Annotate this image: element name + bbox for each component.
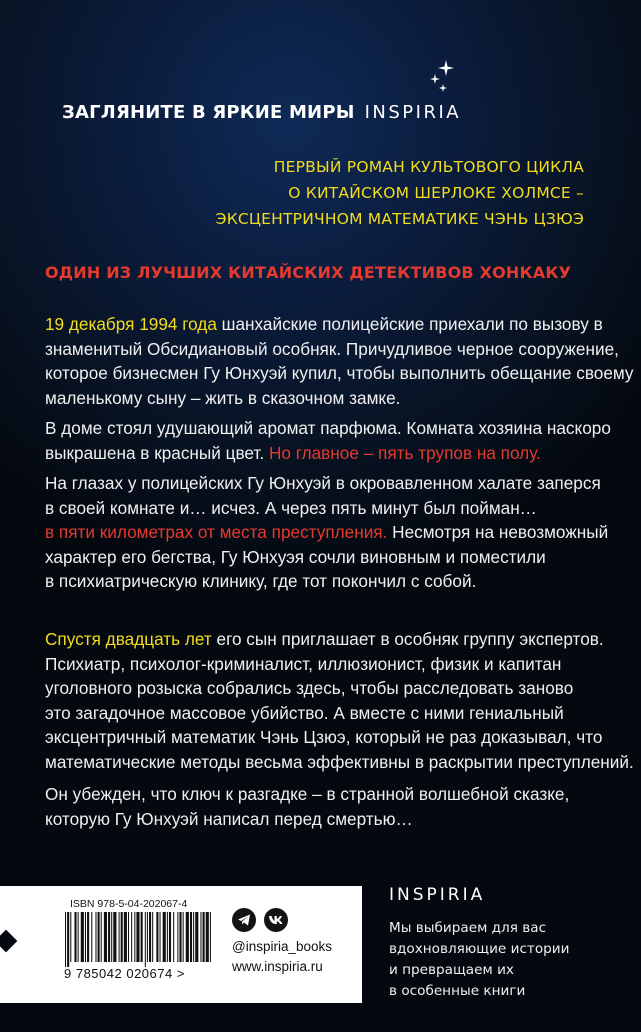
barcode-bar <box>200 912 201 962</box>
barcode-bar <box>78 912 79 962</box>
tagline-line: ПЕРВЫЙ РОМАН КУЛЬТОВОГО ЦИКЛА <box>273 158 584 176</box>
barcode-bar <box>145 912 146 967</box>
synopsis-paragraph-2 <box>45 416 615 465</box>
synopsis-paragraph-1 <box>45 312 634 410</box>
barcode-bar <box>65 912 66 967</box>
barcode-bar <box>186 912 189 962</box>
barcode-bar <box>179 912 181 962</box>
red-highlight: в пяти километрах от места преступления. <box>45 522 388 543</box>
slogan-line: Мы выбираем для вас <box>389 920 547 936</box>
text-line: На глазах у полицейских Гу Юнхуэй в окровавленном халате заперся <box>45 473 601 493</box>
barcode-bar <box>210 912 211 962</box>
slogan-line: в особенные книги <box>389 983 526 999</box>
imprint-slogan <box>389 918 619 1002</box>
barcode-bar <box>167 912 168 962</box>
barcode-bar <box>147 912 148 962</box>
barcode-bar <box>91 912 92 962</box>
barcode-bar <box>131 912 132 962</box>
barcode-bar <box>183 912 184 962</box>
tagline-line: ЭКСЦЕНТРИЧНОМ МАТЕМАТИКЕ ЧЭНЬ ЦЗЮЭ <box>215 210 584 228</box>
website-link[interactable]: www.inspiria.ru <box>232 959 323 974</box>
text-line: математические методы весьма эффективны в раскрытии преступлений. <box>45 751 634 772</box>
social-icons <box>232 908 288 932</box>
header-brand: INSPIRIA <box>364 102 462 123</box>
text-line: уголовного розыска собрались здесь, чтобы расследовать заново <box>45 678 574 699</box>
barcode-bar <box>149 912 151 962</box>
barcode-bar <box>104 912 107 962</box>
social-handle[interactable]: @inspiria_books <box>232 939 333 954</box>
red-highlight: Но главное – пять трупов на полу. <box>268 442 541 463</box>
date-highlight: 19 декабря 1994 года <box>45 314 217 334</box>
text-line: Психиатр, психолог-криминалист, иллюзионист, физик и капитан <box>45 653 562 674</box>
barcode-bar <box>124 912 127 962</box>
imprint-brand: INSPIRIA <box>389 885 486 905</box>
text-line: шанхайские полицейские приехали по вызову в <box>216 314 603 334</box>
barcode-bar <box>190 912 192 962</box>
telegram-icon[interactable] <box>232 908 256 932</box>
text-line: выкрашена в красный цвет. <box>45 442 269 463</box>
barcode <box>63 912 215 967</box>
barcode-bar <box>203 912 205 962</box>
text-line: Несмотря на невозможный <box>387 522 609 543</box>
barcode-bar <box>113 912 116 962</box>
text-line: его сын приглашает в особняк группу экспертов. <box>211 629 604 649</box>
synopsis-paragraph-4 <box>45 627 634 775</box>
barcode-bar <box>85 912 86 962</box>
barcode-bar <box>67 912 69 967</box>
barcode-bar <box>134 912 135 962</box>
publisher-header <box>62 102 461 123</box>
isbn-label: ISBN 978-5-04-202067-4 <box>70 898 188 910</box>
slogan-line: и превращаем их <box>389 962 514 978</box>
barcode-bar <box>95 912 96 962</box>
sparkle-stars-icon <box>426 58 456 98</box>
time-highlight: Спустя двадцать лет <box>45 629 212 649</box>
synopsis-paragraph-5 <box>45 782 615 831</box>
barcode-bar <box>121 912 123 962</box>
text-line: Он убежден, что ключ к разгадке – в странной волшебной сказке, <box>45 784 570 804</box>
text-line: характер его бегства, Гу Юнхуэя сочли виновным и поместили <box>45 546 546 567</box>
text-line: которую Гу Юнхуэй написал перед смертью… <box>45 808 413 829</box>
vk-icon[interactable] <box>264 908 288 932</box>
text-line: В доме стоял удушающий аромат парфюма. Комната хозяина наскоро <box>45 418 611 438</box>
barcode-bar <box>81 912 84 962</box>
barcode-bar <box>128 912 129 962</box>
barcode-bar <box>177 912 178 962</box>
barcode-bar <box>70 912 71 962</box>
barcode-bar <box>169 912 171 962</box>
barcode-bar <box>141 912 143 962</box>
barcode-bar <box>195 912 198 962</box>
text-line: знаменитый Обсидиановый особняк. Причудливое черное сооружение, <box>45 338 619 359</box>
barcode-bar <box>193 912 194 962</box>
header-lead: ЗАГЛЯНИТЕ В ЯРКИЕ МИРЫ <box>62 102 355 123</box>
barcode-bar <box>160 912 161 962</box>
barcode-bar <box>136 912 139 962</box>
synopsis-paragraph-3 <box>45 471 615 594</box>
barcode-bar <box>152 912 153 962</box>
text-line: эксцентричный математик Чэнь Цзюэ, который не раз доказывал, что <box>45 727 603 748</box>
barcode-bar <box>163 912 166 962</box>
tagline-line: О КИТАЙСКОМ ШЕРЛОКЕ ХОЛМСЕ – <box>288 184 584 202</box>
tagline <box>124 154 584 232</box>
text-line: маленькому сыну – жить в сказочном замке. <box>45 387 401 408</box>
barcode-bar <box>108 912 110 962</box>
barcode-bar <box>111 912 112 962</box>
barcode-bar <box>74 912 76 962</box>
text-line: это загадочное массовое убийство. А вместе с ними гениальный <box>45 702 564 723</box>
barcode-digits: 9 785042 020674 > <box>64 966 185 981</box>
barcode-bar <box>98 912 100 962</box>
barcode-bar <box>119 912 120 962</box>
barcode-bar <box>101 912 102 962</box>
barcode-bar <box>156 912 158 962</box>
text-line: которое бизнесмен Гу Юнхуэй купил, чтобы выполнить обещание своему <box>45 363 634 384</box>
text-line: в своей комнате и… исчез. А через пять минут был пойман… <box>45 497 537 518</box>
barcode-bar <box>206 912 209 962</box>
slogan-line: вдохновляющие истории <box>389 941 570 957</box>
barcode-bar <box>173 912 174 962</box>
barcode-bar <box>87 912 89 962</box>
text-line: в психиатрическую клинику, где тот покончил с собой. <box>45 571 477 592</box>
red-heading: ОДИН ИЗ ЛУЧШИХ КИТАЙСКИХ ДЕТЕКТИВОВ ХОНКАКУ <box>45 263 572 282</box>
